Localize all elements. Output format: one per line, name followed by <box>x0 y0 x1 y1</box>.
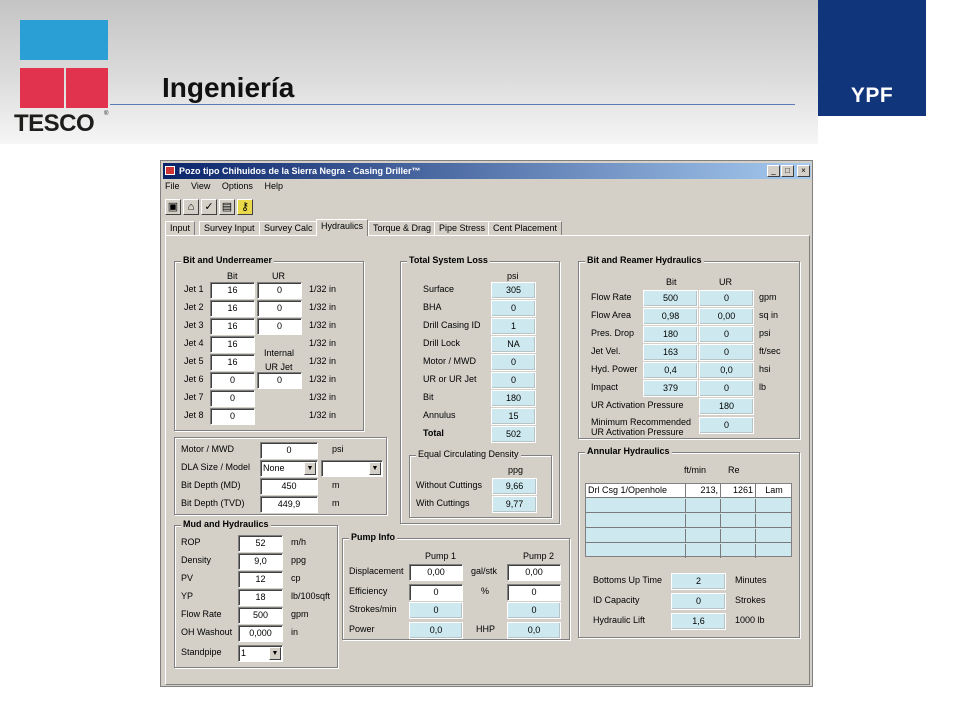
ur-activation-pressure-label: UR Activation Pressure <box>591 400 684 410</box>
jet-5-label: Jet 5 <box>184 356 204 366</box>
ann-section-cell: Drl Csg 1/Openhole <box>586 484 686 498</box>
displacement-unit: gal/stk <box>471 566 498 576</box>
empty-cell <box>586 529 686 543</box>
bre-flow-rate-label: Flow Rate <box>591 292 632 302</box>
jet-3-label: Jet 3 <box>184 320 204 330</box>
bre-pres-drop-ur-value: 0 <box>699 326 754 343</box>
empty-cell <box>686 514 721 528</box>
bre-hyd-power-bit-value: 0,4 <box>643 362 698 379</box>
bre-flow-rate-ur-value: 0 <box>699 290 754 307</box>
ur-jet-label: UR Jet <box>265 362 293 372</box>
id-capacity-unit: Strokes <box>735 595 766 605</box>
ur-jet-input[interactable]: 0 <box>257 372 302 389</box>
minimize-button[interactable]: _ <box>767 165 780 177</box>
tesco-logo-text: TESCO <box>14 110 95 137</box>
total-system-loss-group <box>400 255 560 524</box>
yp-unit: lb/100sqft <box>291 591 331 601</box>
table-row[interactable] <box>586 499 791 513</box>
table-row[interactable] <box>586 484 791 498</box>
hydraulic-lift-label: Hydraulic Lift <box>593 615 646 625</box>
ecd-without-cuttings-label: Without Cuttings <box>416 480 483 490</box>
annular-hydraulics-title: Annular Hydraulics <box>587 446 670 456</box>
bottoms-up-time-label: Bottoms Up Time <box>593 575 663 585</box>
bre-impact-label: Impact <box>591 382 619 392</box>
motor-depth-group <box>174 437 387 515</box>
tsl-surface-label: Surface <box>423 284 455 294</box>
bre-flow-area-unit: sq in <box>759 310 779 320</box>
bit-column-header: Bit <box>227 271 238 281</box>
pump-1-efficiency-input[interactable]: 0 <box>409 584 463 601</box>
density-unit: ppg <box>291 555 307 565</box>
bre-flow-area-ur-value: 0,00 <box>699 308 754 325</box>
tab-survey-calc[interactable]: Survey Calc <box>259 221 318 236</box>
flow-rate-input[interactable]: 500 <box>238 607 283 624</box>
menu-file[interactable]: File <box>165 181 180 191</box>
jet-6-unit: 1/32 in <box>309 374 337 384</box>
tab-cent-placement[interactable]: Cent Placement <box>488 221 562 236</box>
empty-cell <box>686 544 721 558</box>
bre-flow-rate-bit-value: 500 <box>643 290 698 307</box>
power-unit: HHP <box>476 624 496 634</box>
tsl-annulus-value: 15 <box>491 408 536 425</box>
jet-1-ur-input[interactable]: 0 <box>257 282 302 299</box>
efficiency-unit: % <box>481 586 490 596</box>
bre-flow-area-label: Flow Area <box>591 310 632 320</box>
pump-2-efficiency-input[interactable]: 0 <box>507 584 561 601</box>
bre-pres-drop-bit-value: 180 <box>643 326 698 343</box>
dla-model-select[interactable] <box>321 460 383 477</box>
mud-hydraulics-group <box>174 519 338 668</box>
annular-hydraulics-grid[interactable] <box>585 483 792 557</box>
jet-2-bit-input[interactable]: 16 <box>210 300 255 317</box>
title-rule <box>110 104 795 105</box>
yp-label: YP <box>181 591 194 601</box>
bre-jet-vel-label: Jet Vel. <box>591 346 621 356</box>
tsl-drill-casing-id-value: 1 <box>491 318 536 335</box>
slide-header-background <box>0 0 818 144</box>
jet-7-bit-input[interactable]: 0 <box>210 390 255 407</box>
tsl-ur-jet-value: 0 <box>491 372 536 389</box>
empty-cell <box>686 529 721 543</box>
ecd-without-cuttings-value: 9,66 <box>492 478 537 495</box>
pump-2-strokes-value: 0 <box>507 602 561 619</box>
bit-depth-md-unit: m <box>332 480 340 490</box>
menu-help[interactable]: Help <box>264 181 283 191</box>
jet-5-unit: 1/32 in <box>309 356 337 366</box>
ecd-with-cuttings-label: With Cuttings <box>416 498 470 508</box>
empty-cell <box>586 544 686 558</box>
bre-bit-header: Bit <box>666 277 677 287</box>
internal-label: Internal <box>264 348 295 358</box>
displacement-label: Displacement <box>349 566 404 576</box>
bre-hyd-power-ur-value: 0,0 <box>699 362 754 379</box>
jet-2-label: Jet 2 <box>184 302 204 312</box>
jet-4-unit: 1/32 in <box>309 338 337 348</box>
jet-6-bit-input[interactable]: 0 <box>210 372 255 389</box>
bre-impact-unit: lb <box>759 382 767 392</box>
bit-reamer-hydraulics-title: Bit and Reamer Hydraulics <box>587 255 702 265</box>
bre-jet-vel-bit-value: 163 <box>643 344 698 361</box>
slide-title: Ingeniería <box>162 72 295 103</box>
jet-2-ur-input[interactable]: 0 <box>257 300 302 317</box>
empty-cell <box>586 499 686 513</box>
tab-input[interactable]: Input <box>165 221 195 236</box>
dla-size-value: None <box>263 463 285 473</box>
standpipe-label: Standpipe <box>181 647 222 657</box>
ann-ftmin-header: ft/min <box>684 465 707 475</box>
tsl-bha-label: BHA <box>423 302 442 312</box>
ann-re-header: Re <box>728 465 740 475</box>
tab-survey-input[interactable]: Survey Input <box>199 221 260 236</box>
tsl-bit-label: Bit <box>423 392 434 402</box>
tsl-motor-mwd-value: 0 <box>491 354 536 371</box>
bit-underreamer-group <box>174 255 364 431</box>
jet-6-label: Jet 6 <box>184 374 204 384</box>
app-window <box>160 160 813 687</box>
jet-5-bit-input[interactable]: 16 <box>210 354 255 371</box>
pump-1-power-value: 0,0 <box>409 622 463 639</box>
density-input[interactable]: 9,0 <box>238 553 283 570</box>
bre-jet-vel-ur-value: 0 <box>699 344 754 361</box>
tesco-logo-red-block-left <box>20 68 64 108</box>
pump-info-title: Pump Info <box>351 532 395 542</box>
bit-depth-tvd-input[interactable]: 449,9 <box>260 496 318 513</box>
jet-1-unit: 1/32 in <box>309 284 337 294</box>
chevron-down-icon[interactable]: ▼ <box>304 462 316 475</box>
bre-ur-header: UR <box>719 277 732 287</box>
bre-impact-bit-value: 379 <box>643 380 698 397</box>
empty-cell <box>686 499 721 513</box>
rop-input[interactable]: 52 <box>238 535 283 552</box>
min-recommended-label-line1: Minimum Recommended <box>591 417 692 427</box>
jet-2-unit: 1/32 in <box>309 302 337 312</box>
menu-options[interactable]: Options <box>221 181 253 191</box>
pump-info-group <box>342 532 570 640</box>
table-row[interactable] <box>586 529 791 543</box>
density-label: Density <box>181 555 212 565</box>
document-icon[interactable]: ▤ <box>219 199 235 215</box>
flow-rate-label: Flow Rate <box>181 609 222 619</box>
jet-8-unit: 1/32 in <box>309 410 337 420</box>
jet-7-label: Jet 7 <box>184 392 204 402</box>
tsl-bit-value: 180 <box>491 390 536 407</box>
pv-input[interactable]: 12 <box>238 571 283 588</box>
id-capacity-label: ID Capacity <box>593 595 640 605</box>
tab-hydraulics[interactable]: Hydraulics <box>316 219 368 236</box>
tsl-motor-mwd-label: Motor / MWD <box>423 356 476 366</box>
bre-impact-ur-value: 0 <box>699 380 754 397</box>
jet-3-unit: 1/32 in <box>309 320 337 330</box>
annular-hydraulics-group <box>578 446 800 638</box>
bre-flow-rate-unit: gpm <box>759 292 777 302</box>
bit-depth-md-input[interactable]: 450 <box>260 478 318 495</box>
min-recommended-ur-activation-pressure-value: 0 <box>699 417 754 434</box>
empty-cell <box>721 499 756 513</box>
chevron-down-icon[interactable]: ▼ <box>269 647 281 660</box>
key-icon[interactable]: ⚷ <box>237 199 253 215</box>
empty-cell <box>721 529 756 543</box>
bit-underreamer-title: Bit and Underreamer <box>183 255 273 265</box>
open-folder-icon[interactable]: ⌂ <box>183 199 199 215</box>
tsl-annulus-label: Annulus <box>423 410 456 420</box>
chevron-down-icon[interactable]: ▼ <box>369 462 381 475</box>
tsl-total-value: 502 <box>491 426 536 443</box>
flow-rate-unit: gpm <box>291 609 309 619</box>
tsl-drill-lock-label: Drill Lock <box>423 338 461 348</box>
tesco-registered-mark: ® <box>104 111 109 117</box>
bit-depth-tvd-label: Bit Depth (TVD) <box>181 498 245 508</box>
jet-8-bit-input[interactable]: 0 <box>210 408 255 425</box>
total-system-loss-title: Total System Loss <box>409 255 488 265</box>
standpipe-value: 1 <box>241 648 247 658</box>
pump-2-displacement-input[interactable]: 0,00 <box>507 564 561 581</box>
ur-column-header: UR <box>272 271 285 281</box>
jet-1-label: Jet 1 <box>184 284 204 294</box>
oh-washout-label: OH Washout <box>181 627 233 637</box>
tsl-ur-jet-label: UR or UR Jet <box>423 374 477 384</box>
mud-hydraulics-title: Mud and Hydraulics <box>183 519 269 529</box>
bit-reamer-hydraulics-group <box>578 255 800 439</box>
power-label: Power <box>349 624 375 634</box>
oh-washout-input[interactable]: 0,000 <box>238 625 283 642</box>
empty-cell <box>721 514 756 528</box>
close-button[interactable]: × <box>797 165 810 177</box>
menu-view[interactable]: View <box>191 181 211 191</box>
bre-pres-drop-label: Pres. Drop <box>591 328 635 338</box>
motor-mwd-unit: psi <box>332 444 344 454</box>
jet-4-label: Jet 4 <box>184 338 204 348</box>
tsl-surface-value: 305 <box>491 282 536 299</box>
hydraulics-tab-pane <box>165 235 810 685</box>
pv-unit: cp <box>291 573 301 583</box>
tsl-drill-casing-id-label: Drill Casing ID <box>423 320 481 330</box>
standpipe-select[interactable] <box>238 645 283 662</box>
bottoms-up-time-unit: Minutes <box>735 575 767 585</box>
ann-regime-cell: Lam <box>765 485 783 495</box>
empty-cell <box>586 514 686 528</box>
motor-mwd-label: Motor / MWD <box>181 444 234 454</box>
ann-ftmin-cell: 213, <box>686 484 721 498</box>
tsl-bha-value: 0 <box>491 300 536 317</box>
bre-flow-area-bit-value: 0,98 <box>643 308 698 325</box>
bre-hyd-power-label: Hyd. Power <box>591 364 638 374</box>
save-icon[interactable]: ▣ <box>165 199 181 215</box>
rop-unit: m/h <box>291 537 307 547</box>
table-row[interactable] <box>586 514 791 528</box>
jet-4-bit-input[interactable]: 16 <box>210 336 255 353</box>
ur-activation-pressure-value: 180 <box>699 398 754 415</box>
efficiency-label: Efficiency <box>349 586 388 596</box>
tesco-logo-blue-block <box>20 20 108 60</box>
empty-cell <box>721 544 756 558</box>
tesco-logo-red-block-right <box>66 68 108 108</box>
ecd-group <box>409 449 552 518</box>
min-recommended-label-line2: UR Activation Pressure <box>591 427 684 437</box>
maximize-button[interactable]: □ <box>781 165 794 177</box>
strokes-min-label: Strokes/min <box>349 604 397 614</box>
jet-7-unit: 1/32 in <box>309 392 337 402</box>
hydraulic-lift-value: 1,6 <box>671 613 726 630</box>
tsl-unit-header: psi <box>507 271 519 281</box>
bit-depth-md-label: Bit Depth (MD) <box>181 480 241 490</box>
pump-1-displacement-input[interactable]: 0,00 <box>409 564 463 581</box>
hydraulic-lift-unit: 1000 lb <box>735 615 765 625</box>
jet-1-bit-input[interactable]: 16 <box>210 282 255 299</box>
pump-1-strokes-value: 0 <box>409 602 463 619</box>
id-capacity-value: 0 <box>671 593 726 610</box>
bre-jet-vel-unit: ft/sec <box>759 346 781 356</box>
bre-hyd-power-unit: hsi <box>759 364 771 374</box>
checkmark-icon[interactable]: ✓ <box>201 199 217 215</box>
window-titlebar[interactable]: Pozo tipo Chihuidos de la Sierra Negra - Casing Driller™ <box>163 163 811 179</box>
pump-2-power-value: 0,0 <box>507 622 561 639</box>
ecd-unit-header: ppg <box>508 465 524 475</box>
tab-pipe-stress[interactable]: Pipe Stress <box>434 221 490 236</box>
app-icon <box>165 166 175 175</box>
table-row[interactable] <box>586 544 791 558</box>
bit-depth-tvd-unit: m <box>332 498 340 508</box>
jet-8-label: Jet 8 <box>184 410 204 420</box>
tsl-total-label: Total <box>423 428 444 438</box>
bottoms-up-time-value: 2 <box>671 573 726 590</box>
oh-washout-unit: in <box>291 627 299 637</box>
ecd-title: Equal Circulating Density <box>418 449 519 459</box>
ecd-with-cuttings-value: 9,77 <box>492 496 537 513</box>
yp-input[interactable]: 18 <box>238 589 283 606</box>
tsl-drill-lock-value: NA <box>491 336 536 353</box>
menu-bar <box>165 181 292 195</box>
dla-size-label: DLA Size / Model <box>181 462 251 472</box>
motor-mwd-input[interactable]: 0 <box>260 442 318 459</box>
pv-label: PV <box>181 573 194 583</box>
rop-label: ROP <box>181 537 201 547</box>
dla-size-select[interactable] <box>260 460 318 477</box>
pump-2-header: Pump 2 <box>523 551 555 561</box>
jet-3-ur-input[interactable]: 0 <box>257 318 302 335</box>
ann-re-cell: 1261 <box>721 484 756 498</box>
ypf-logo: YPF <box>818 0 926 116</box>
bre-pres-drop-unit: psi <box>759 328 771 338</box>
tab-torque-drag[interactable]: Torque & Drag <box>368 221 436 236</box>
pump-1-header: Pump 1 <box>425 551 457 561</box>
jet-3-bit-input[interactable]: 16 <box>210 318 255 335</box>
